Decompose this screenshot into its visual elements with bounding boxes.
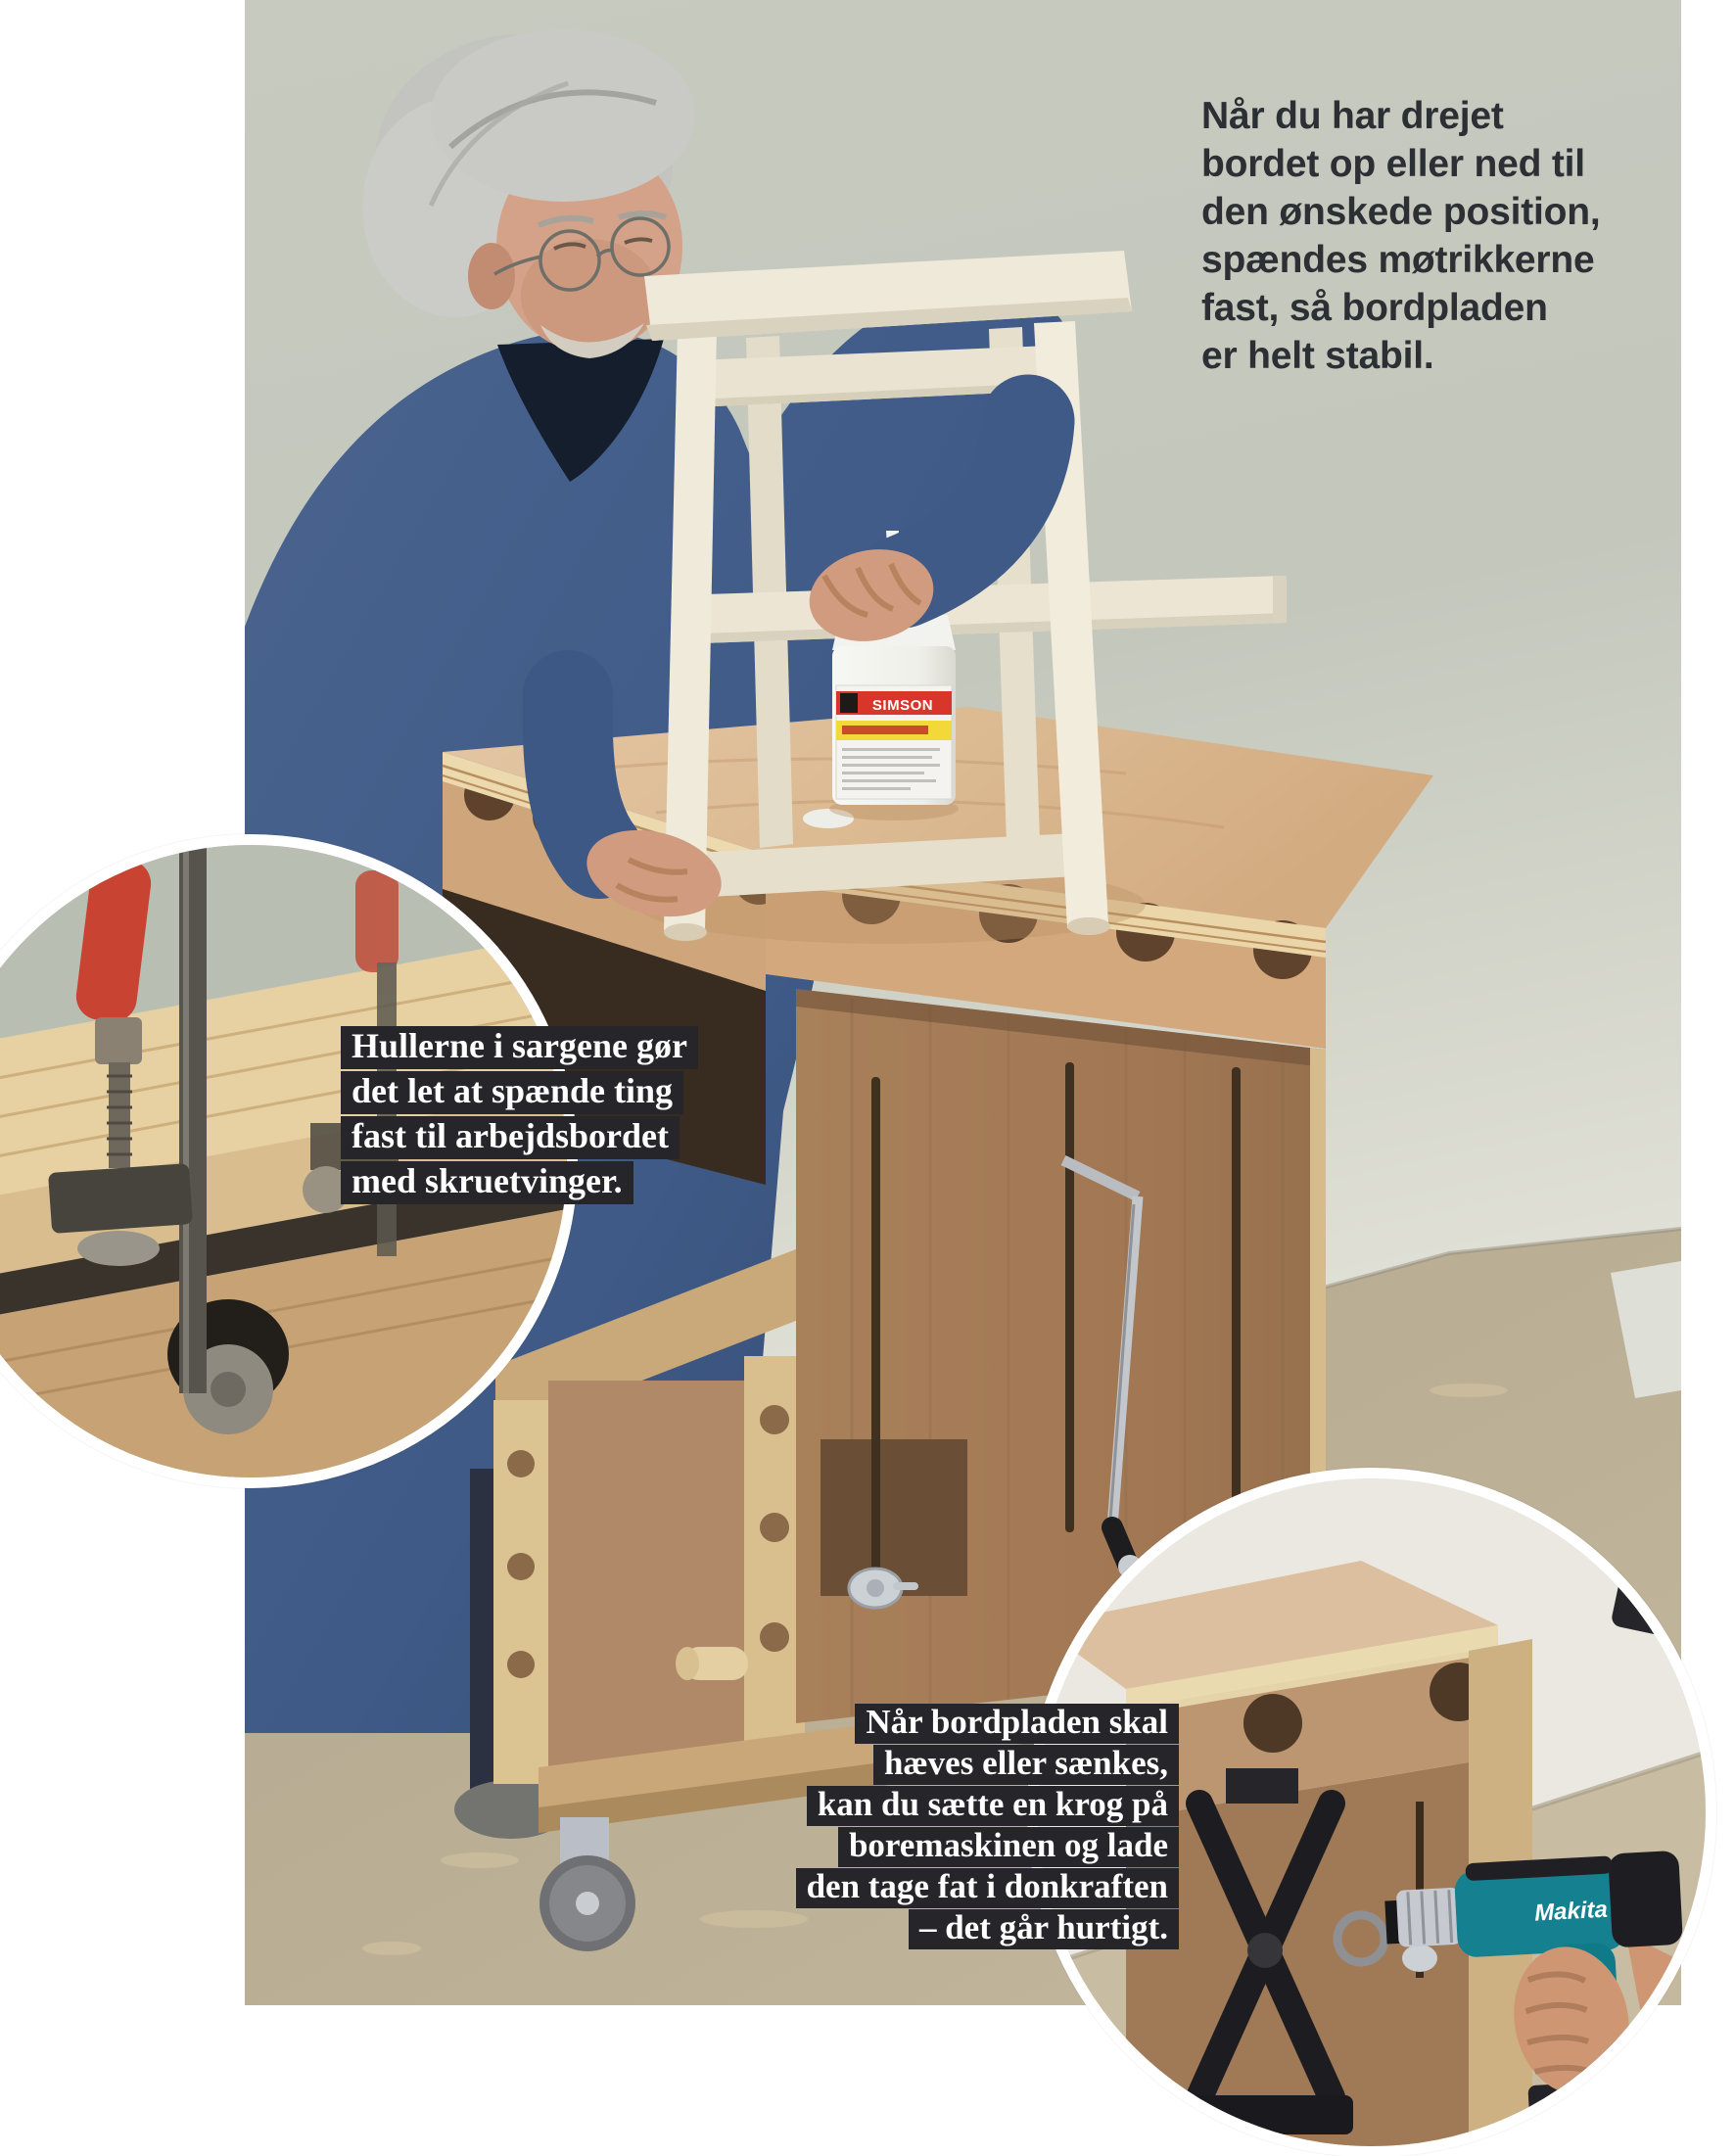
caption-top-right [1201, 92, 1652, 380]
stool-foot [664, 923, 707, 941]
drill-motor-cap [1608, 1851, 1683, 1948]
simson-logo-icon [840, 693, 858, 713]
post-hole [507, 1450, 535, 1477]
caption-bottom-right [796, 1704, 1179, 1950]
post-hole [507, 1651, 535, 1678]
battery-label-text: 18V [1587, 2106, 1620, 2128]
caption-line: Når bordpladen skal [855, 1704, 1179, 1744]
post-hole [760, 1405, 789, 1434]
hair-top [431, 29, 695, 202]
caption-line: Når du har drejet [1201, 95, 1504, 137]
caption-line: – det går hurtigt. [909, 1909, 1179, 1949]
caption-line: fast, så bordpladen [1201, 287, 1548, 329]
adjust-slot [1065, 1062, 1074, 1532]
apron-hole [1243, 1694, 1302, 1753]
dowel-end [676, 1647, 699, 1680]
drawer-front-panel [548, 1381, 744, 1772]
adjust-slot [871, 1077, 880, 1596]
inset-washer [1402, 1945, 1437, 1972]
caption-line: den ønskede position, [1201, 191, 1601, 233]
caption-line: bordet op eller ned til [1201, 143, 1585, 185]
glue-brand-text: SIMSON [871, 697, 934, 714]
caption-line: spændes møtrikkerne [1201, 239, 1595, 281]
caption-line: fast til arbejdsbordet [341, 1116, 680, 1159]
caption-left-circle [341, 1026, 698, 1206]
caption-line: kan du sætte en krog på [807, 1786, 1179, 1826]
caption-line: det let at spænde ting [341, 1071, 683, 1114]
caption-line: hæves eller sænkes, [873, 1745, 1179, 1785]
ear [468, 243, 515, 309]
stool-foot [1067, 917, 1110, 935]
post-hole [507, 1553, 535, 1580]
caster-hub [576, 1892, 599, 1915]
post-hole [760, 1513, 789, 1542]
caption-line: den tage fat i donkraften [796, 1868, 1179, 1908]
post-hole [760, 1622, 789, 1652]
left-forearm-sleeve [568, 695, 599, 854]
drill-battery [1527, 2078, 1679, 2146]
caption-line: med skruetvinger. [341, 1161, 633, 1204]
clamp-pad-hub [211, 1372, 246, 1407]
rail-end-grain [1273, 576, 1287, 623]
drill-brand-text: Makita [1533, 1896, 1609, 1927]
caption-line: Hullerne i sargene gør [341, 1026, 698, 1069]
label-fineprint-red [842, 726, 928, 734]
caption-line: boremaskinen og lade [838, 1827, 1179, 1867]
caption-line: er helt stabil. [1201, 335, 1434, 377]
